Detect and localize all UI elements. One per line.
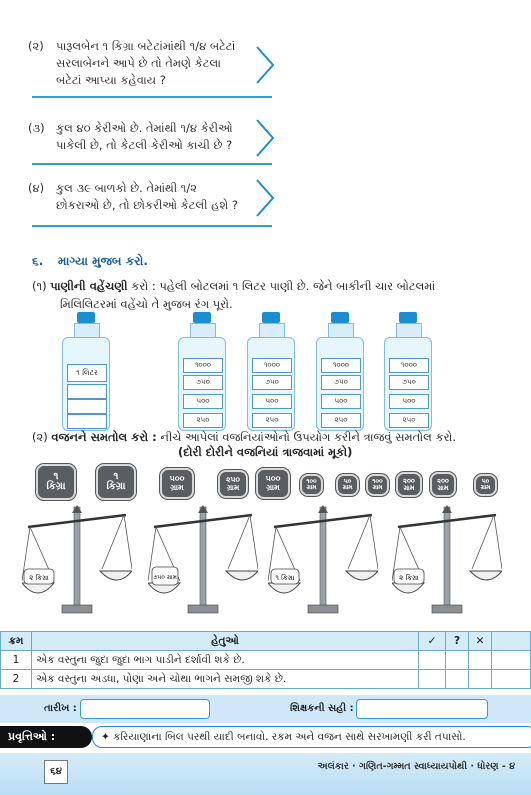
part2-hint: (દોરી દોરીને વજનિયાં ત્રાજવામાં મૂકો) xyxy=(178,445,353,459)
bottle-cell[interactable]: ૭૫૦ xyxy=(252,375,292,390)
chevron-right-icon xyxy=(254,45,276,85)
blank-cell xyxy=(492,670,531,689)
question-number: (૨) xyxy=(28,39,44,53)
chevron-right-icon xyxy=(254,118,276,158)
question-cell[interactable] xyxy=(446,670,469,689)
divider xyxy=(32,225,272,227)
page-footer xyxy=(0,753,531,795)
question-4 xyxy=(28,180,238,214)
part1-line2: મિલિલિટરમાં વહેંચો તે મુજબ રંગ પૂરો. xyxy=(60,297,233,311)
blank-cell xyxy=(492,651,531,670)
weight-unit: ગ્રામ xyxy=(170,482,184,492)
question-3 xyxy=(28,120,233,154)
balance-scale-1 xyxy=(22,503,132,621)
weight-value: ૧ xyxy=(53,470,59,482)
cross-cell[interactable] xyxy=(469,670,492,689)
bottle-cap xyxy=(331,312,349,323)
evaluation-table xyxy=(0,631,531,689)
bottle-body xyxy=(316,337,364,431)
date-label: તારીખ : xyxy=(44,703,77,714)
bottle-cell[interactable]: ૧૦૦૦ xyxy=(321,358,361,373)
question-2 xyxy=(28,38,235,89)
question-text: સરલાબેનને આપે છે તો તેમણે કેટલા xyxy=(56,56,221,70)
bottle-cell[interactable]: ૭૫૦ xyxy=(321,375,361,390)
bottle-neck xyxy=(328,323,354,338)
weight-unit: ગ્રામ xyxy=(480,484,491,491)
balance-scale-4 xyxy=(392,503,502,621)
bottle-cap xyxy=(193,312,211,323)
weight-50g[interactable] xyxy=(474,474,497,496)
weight-value: ૫૦૦ xyxy=(169,474,185,484)
question-text: પારૂલબેન ૧ કિગ્રા બટેટાંમાંથી ૧/૪ બટેટાં xyxy=(56,39,236,53)
bottle-body xyxy=(247,337,295,431)
weight-unit: ગ્રામ xyxy=(437,483,449,492)
weight-unit: કિગ્રા xyxy=(106,481,126,492)
bottle-cell[interactable] xyxy=(67,384,107,399)
pan-weight-label: ૨ કિગ્રા xyxy=(399,574,419,582)
footer-title: અલંકાર · ગણિત-ગમ્મત સ્વાધ્યાયપોથી · ધોરણ - ૪ xyxy=(317,761,515,772)
weight-500g[interactable] xyxy=(160,468,194,499)
page-number: ૬૪ xyxy=(44,760,68,784)
part1-bold: પાણીની વહેંચણી xyxy=(50,279,128,293)
weight-unit: ગ્રામ xyxy=(306,484,317,491)
bottle-cap xyxy=(77,312,95,323)
bottle-cell[interactable]: ૧૦૦૦ xyxy=(389,358,429,373)
question-text: કુલ ૩૯ બાળકો છે. તેમાંથી ૧/૨ xyxy=(56,181,198,195)
bottle-cell[interactable] xyxy=(67,414,107,429)
question-text: છોકરાઓ છે, તો છોકરીઓ કેટલી હશે ? xyxy=(56,198,238,212)
weight-200g[interactable] xyxy=(396,472,422,497)
balance-scale-3 xyxy=(268,503,378,621)
table-row xyxy=(1,670,531,689)
col-header: હેતુઓ xyxy=(32,632,419,651)
weight-200g[interactable] xyxy=(430,472,456,497)
bottle-cell[interactable]: ૨૫૦ xyxy=(321,413,361,428)
check-cell[interactable] xyxy=(419,651,446,670)
col-header: ? xyxy=(446,632,469,651)
section-number: ૬. xyxy=(32,254,44,268)
check-cell[interactable] xyxy=(419,670,446,689)
weight-value: ૨૫૦ xyxy=(226,475,240,485)
bottle-cell[interactable]: ૨૫૦ xyxy=(252,413,292,428)
teacher-sign-field[interactable] xyxy=(356,699,488,719)
row-text: એક વસ્તુના જુદા જુદા ભાગ પાડીને દર્શાવી શકે છે. xyxy=(32,651,419,670)
question-text: બટેટાં આપ્યા કહેવાય ? xyxy=(56,73,166,87)
weight-500g[interactable] xyxy=(256,468,290,499)
part1-text: કરો : પહેલી બોટલમાં ૧ લિટર પાણી છે. જેને બાકીની ચાર બોટલમાં xyxy=(131,279,436,293)
bottle-body xyxy=(178,337,226,431)
activity-text: ✦ કરિયાણાના બિલ પરથી યાદી બનાવો. રકમ અને વજન સાથે સરખામણી કરી તપાસો. xyxy=(92,726,531,748)
table-row xyxy=(1,651,531,670)
weight-unit: ગ્રામ xyxy=(372,484,383,491)
weight-value: ૧૦૦ xyxy=(306,477,317,485)
weight-unit: ગ્રામ xyxy=(342,484,353,491)
section-heading xyxy=(32,254,148,269)
question-cell[interactable] xyxy=(446,651,469,670)
weight-value: ૫૦૦ xyxy=(265,474,281,484)
activity-row xyxy=(0,726,531,750)
weight-value: ૧ xyxy=(113,470,119,482)
bottle-cell[interactable]: ૧૦૦૦ xyxy=(252,358,292,373)
part2-instruction xyxy=(32,430,456,445)
weight-unit: ગ્રામ xyxy=(266,482,280,492)
bottle-cell[interactable]: ૫૦૦ xyxy=(252,394,292,409)
row-number: 2 xyxy=(1,670,32,689)
row-number: 1 xyxy=(1,651,32,670)
table-header-row xyxy=(1,632,531,651)
weight-250g[interactable] xyxy=(218,470,248,498)
question-number: (૩) xyxy=(28,121,45,135)
part2-bold: વજનને સમતોલ કરો : xyxy=(51,430,157,444)
cross-cell[interactable] xyxy=(469,651,492,670)
weight-1kg[interactable] xyxy=(96,464,136,500)
weight-100g[interactable] xyxy=(300,474,323,496)
weight-value: ૨૦૦ xyxy=(437,476,449,485)
weight-100g[interactable] xyxy=(366,474,389,496)
bottle-cap xyxy=(399,312,417,323)
divider xyxy=(32,96,272,98)
bottle-label: ૧ લિટર xyxy=(67,364,107,382)
bottle-cell[interactable]: ૭૫૦ xyxy=(389,375,429,390)
weight-unit: ગ્રામ xyxy=(403,483,415,492)
bottle-body xyxy=(384,337,432,431)
signature-row xyxy=(0,695,531,723)
divider xyxy=(32,163,272,165)
weight-50g[interactable] xyxy=(336,474,359,496)
pan-weight-label: ૭૫૦ ગ્રામ xyxy=(153,574,177,581)
part1-instruction xyxy=(32,277,512,313)
bottle-neck xyxy=(190,323,216,338)
weight-unit: કિગ્રા xyxy=(46,481,66,492)
chevron-right-icon xyxy=(254,178,276,218)
col-header: ✕ xyxy=(469,632,492,651)
bottle-cell[interactable]: ૨૫૦ xyxy=(389,413,429,428)
bottle-cell[interactable] xyxy=(67,399,107,414)
bottle-cell[interactable]: ૫૦૦ xyxy=(389,394,429,409)
col-header-blank xyxy=(492,632,531,651)
pan-weight-label: ૧ કિગ્રા xyxy=(275,574,295,582)
part1-number: (૧) xyxy=(32,279,47,293)
bottle-cell[interactable]: ૫૦૦ xyxy=(183,394,223,409)
balance-scale-2 xyxy=(148,503,258,621)
teacher-sign-label: શિક્ષકની સહી : xyxy=(290,703,354,714)
date-field[interactable] xyxy=(80,699,210,719)
col-header: ક્રમ xyxy=(1,632,32,651)
bottle-body xyxy=(62,337,110,431)
weight-unit: ગ્રામ xyxy=(226,483,240,492)
section-title: માગ્યા મુજબ કરો. xyxy=(58,254,148,268)
bottle-neck xyxy=(396,323,422,338)
weight-value: ૨૦૦ xyxy=(403,476,415,485)
bottle-cell[interactable]: ૨૫૦ xyxy=(183,413,223,428)
bottle-cell[interactable]: ૫૦૦ xyxy=(321,394,361,409)
question-text: પાકેલી છે, તો કેટલી કેરીઓ કાચી છે ? xyxy=(56,138,233,152)
pan-weight-label: ૨ કિગ્રા xyxy=(29,574,49,582)
part2-text: નીચે આપેલાં વજનિયાંઓનો ઉપયોગ કરીને ત્રાજવું સમતોલ કરો. xyxy=(160,430,457,444)
weight-value: ૫૦ xyxy=(343,477,352,485)
row-text: એક વસ્તુના અડધા, પોણા અને ચોથા ભાગને સમજી શકે છે. xyxy=(32,670,419,689)
bottle-cell[interactable]: ૭૫૦ xyxy=(183,375,223,390)
bottle-neck xyxy=(259,323,285,338)
activity-label: પ્રવૃત્તિઓ : xyxy=(0,726,92,748)
weight-1kg[interactable] xyxy=(36,464,76,500)
bottle-cap xyxy=(262,312,280,323)
bottle-cell[interactable]: ૧૦૦૦ xyxy=(183,358,223,373)
weight-value: ૧૦૦ xyxy=(372,477,383,485)
question-number: (૪) xyxy=(28,181,45,195)
question-text: કુલ ૪૦ કેરીઓ છે. તેમાંથી ૧/૪ કેરીઓ xyxy=(56,121,233,135)
part2-number: (૨) xyxy=(32,430,48,444)
col-header: ✓ xyxy=(419,632,446,651)
weight-value: ૫૦ xyxy=(481,477,490,485)
bottle-neck xyxy=(74,323,100,338)
